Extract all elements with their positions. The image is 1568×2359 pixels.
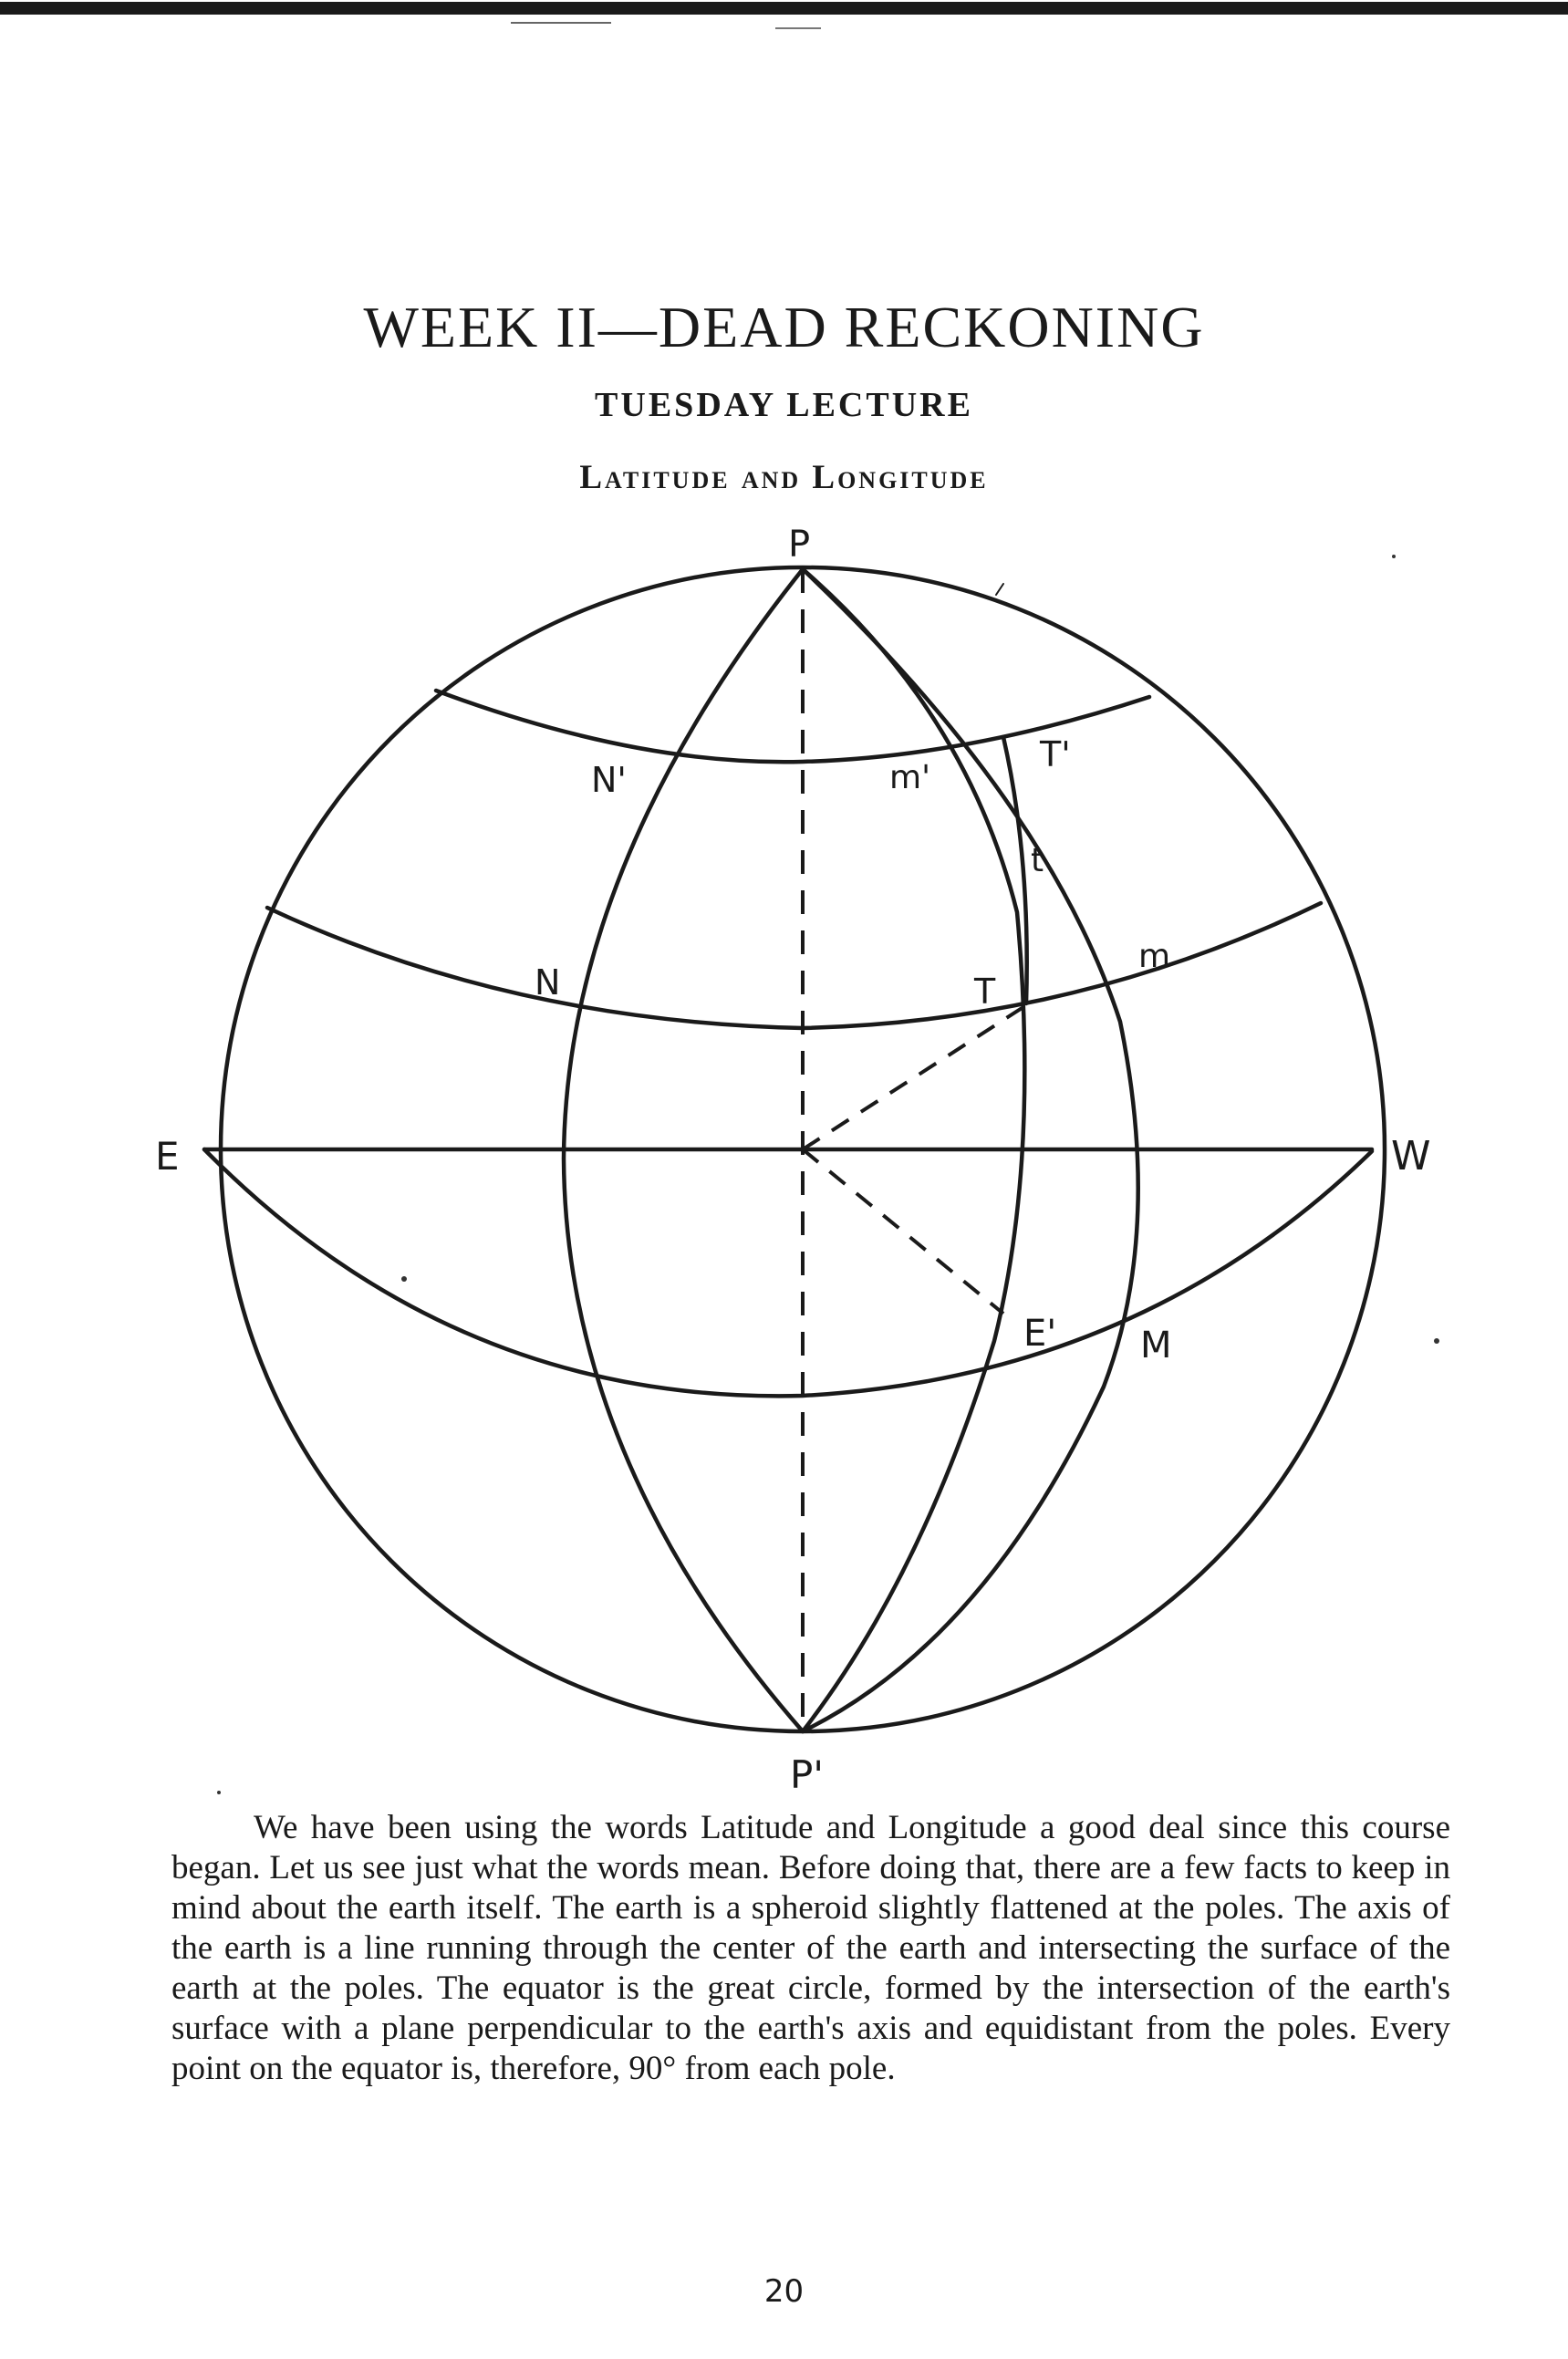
lecture-subtitle: TUESDAY LECTURE	[595, 386, 973, 424]
label-n: N	[535, 962, 561, 1003]
label-west: W	[1391, 1133, 1431, 1180]
label-small-m-prime: m'	[889, 759, 930, 796]
lecture-paragraph-text: We have been using the words Latitude and Longitude a good deal since this course began. Let us see just what the words mean. Before doing that, there are a few facts to keep in mind about the earth itself. The earth is a spheroid slightly flattened at the poles. The axis of the earth is a line running through the center of the earth and intersecting the surface of the earth at the poles. The equator is the great circle, formed by the intersection of the earth's surface with a plane perpendicular to the earth's axis and equidistant from the poles. Every point on the equator is, therefore, 90° from each pole.	[171, 1809, 1450, 2087]
page-number: 20	[763, 2273, 805, 2310]
label-south-pole: P'	[790, 1752, 824, 1797]
label-n-prime: N'	[591, 760, 627, 800]
label-small-t: t	[1031, 842, 1044, 879]
label-e-prime: E'	[1023, 1313, 1057, 1355]
section-heading: Latitude and Longitude	[579, 459, 989, 496]
label-m: M	[1140, 1325, 1172, 1367]
label-t: T	[974, 972, 996, 1012]
radius-to-e-prime	[803, 1149, 1003, 1314]
label-north-pole: P	[788, 524, 811, 566]
equator-arc	[204, 1149, 1372, 1396]
label-small-m: m	[1138, 938, 1171, 975]
lecture-paragraph	[171, 1808, 1450, 2089]
label-east: E	[155, 1134, 180, 1179]
page-title: WEEK II—DEAD RECKONING	[363, 295, 1205, 359]
label-t-prime: T'	[1040, 734, 1071, 774]
